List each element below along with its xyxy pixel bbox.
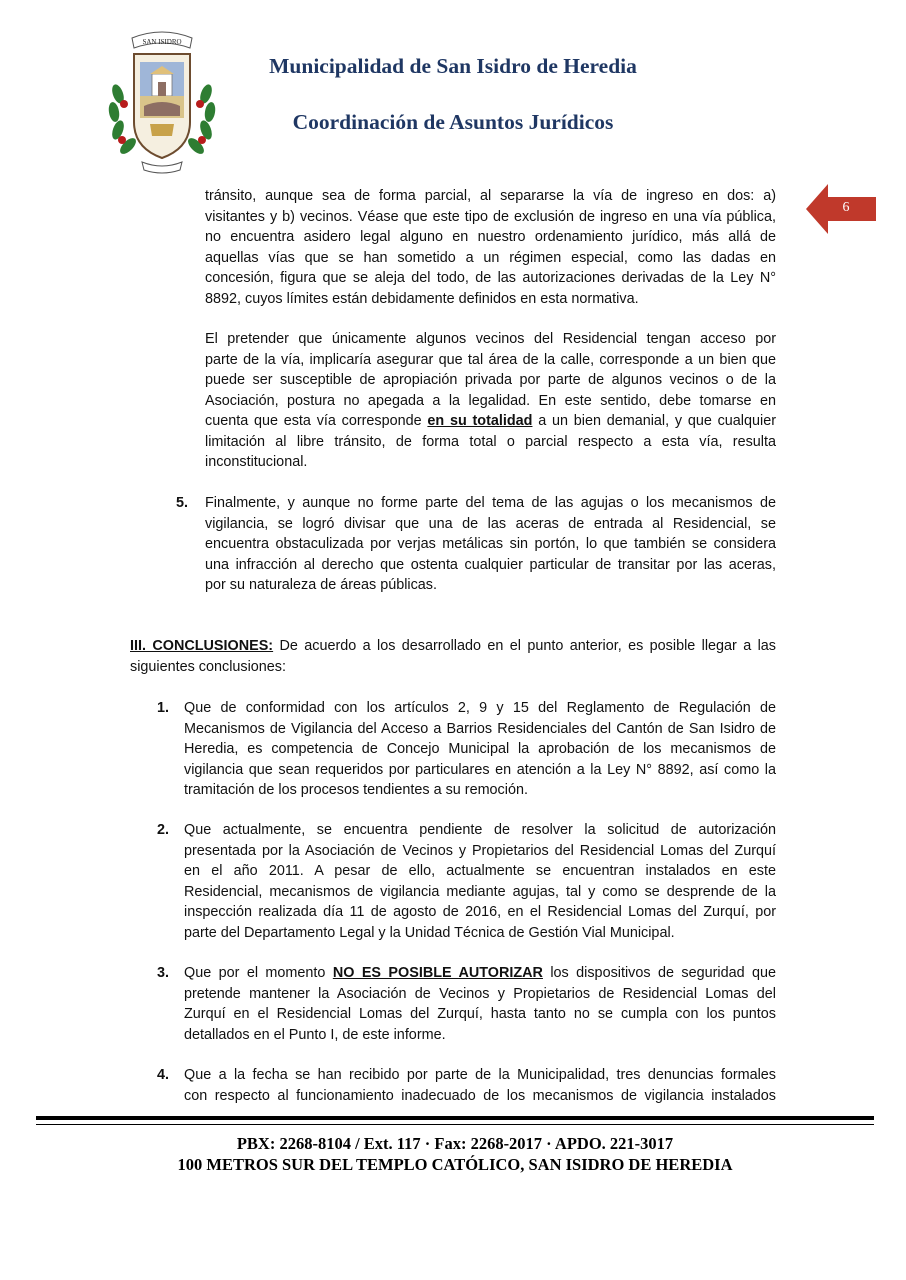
emphasis-no-es-posible-autorizar: NO ES POSIBLE AUTORIZAR (332, 965, 543, 981)
list-item-text (184, 698, 776, 801)
list-number: 2. (157, 822, 170, 838)
text-line: Heredia, es competencia de Concejo Municipal la aprobación de los mecanismos de (184, 741, 776, 757)
text-line: inspección realizada día 11 de agosto de 2016, en el Residencial Lomas del Zurquí, por (184, 904, 776, 920)
text-line: El pretender que únicamente algunos vecinos del Residencial tengan acceso por (205, 331, 776, 347)
text-line: tránsito, aunque sea de forma parcial, al separarse la vía de ingreso en dos: a) (205, 188, 776, 204)
text-line: aquellas vías que se han sometido a un régimen especial, como las dadas en (205, 249, 776, 266)
text-line (184, 963, 776, 984)
text-line: no encuentra asidero legal alguno en nuestro ordenamiento jurídico, más allá de (205, 229, 776, 245)
text-line: Zurquí en el Residencial Lomas del Zurquí, hasta tanto no se cumpla con los puntos (184, 1006, 776, 1022)
text-line: presentada por la Asociación de Vecinos y Propietarios del Residencial Lomas del Zurquí (184, 842, 776, 859)
text-line: detallados en el Punto I, de este informe. (184, 1026, 446, 1043)
conclusions-heading: III. CONCLUSIONES: (130, 638, 274, 654)
text-line: limitación al libre tránsito, de forma total o parcial respecto a esta vía, resulta (205, 433, 776, 450)
text-line: siguientes conclusiones: (130, 658, 286, 675)
text-line: vigilancia, se logró divisar que una de las aceras de entrada al Residencial, se (205, 515, 776, 532)
text-line: con respecto al funcionamiento inadecuado de los mecanismos de vigilancia instalados (184, 1087, 776, 1104)
text-line: Finalmente, y aunque no forme parte del tema de las agujas o los mecanismos de (205, 495, 776, 511)
text-segment: Que por el momento (184, 965, 333, 981)
paragraph-public-road (205, 329, 776, 473)
text-line (205, 411, 776, 432)
list-number: 4. (157, 1067, 170, 1083)
text-line: en el año 2011. A pesar de ello, actualmente se encuentran instalados en este (184, 863, 776, 879)
text-line: concesión, figura que se aleja del todo, de las autorizaciones derivadas de la Ley N° (205, 270, 776, 286)
text-line: Asociación, postura no apegada a la legalidad. En este sentido, debe tomarse en (205, 392, 776, 409)
list-number: 1. (157, 700, 170, 716)
text-line: tramitación de los procesos tendientes a su remoción. (184, 782, 528, 798)
text-line: puede ser susceptible de apropiación privada por parte de algunos vecinos o de la (205, 372, 776, 388)
text-line: parte de la vía, implicaría asegurar que tal área de la calle, corresponde a un bien que (205, 351, 776, 368)
list-item-text (184, 963, 776, 1045)
text-line: pretende mantener la Asociación de Vecinos y Propietarios de Residencial Lomas del (184, 985, 776, 1002)
text-line: Que de conformidad con los artículos 2, 9 y 15 del Reglamento de Regulación de (184, 700, 776, 716)
text-line: una infracción al derecho que ostenta cualquier particular de transitar por las aceras, (205, 556, 776, 573)
text-line: 8892, cuyos límites están debidamente definidos en esta normativa. (205, 290, 639, 307)
footer-address-line: 100 METROS SUR DEL TEMPLO CATÓLICO, SAN ISIDRO DE HEREDIA (177, 1155, 733, 1174)
text-line: encuentra obstaculizada por verjas metálicas sin portón, lo que también se considera (205, 536, 776, 552)
footer-rule-thin (36, 1124, 874, 1125)
text-line: Mecanismos de Vigilancia del Acceso a Barrios Residenciales del Cantón de San Isidro de (184, 720, 776, 737)
list-item-text (184, 820, 776, 943)
text-line: Que a la fecha se han recibido por parte de la Municipalidad, tres denuncias formales (184, 1067, 776, 1083)
text-line: Residencial, mecanismos de vigilancia mediante agujas, tal y como se desprende de la (184, 883, 776, 900)
text-segment: cuenta que esta vía corresponde (205, 413, 428, 429)
header-municipality-title: Municipalidad de San Isidro de Heredia (269, 54, 637, 78)
text-line: visitantes y b) vecinos. Véase que este tipo de exclusión de ingreso en una vía pública, (205, 208, 776, 225)
conclusions-intro (130, 636, 776, 677)
crest-ribbon-text: SAN ISIDRO (142, 38, 182, 46)
emphasis-en-su-totalidad: en su totalidad (427, 413, 533, 429)
text-segment: De acuerdo a los desarrollado en el punto anterior, es posible llegar a las (273, 638, 777, 654)
list-number: 3. (157, 965, 170, 981)
footer-rule-thick (36, 1116, 874, 1120)
text-segment: los dispositivos de seguridad que (542, 965, 776, 981)
text-line (130, 636, 776, 657)
text-line: por su naturaleza de áreas públicas. (205, 577, 437, 593)
list-number: 5. (176, 495, 189, 511)
page-number: 6 (842, 200, 850, 215)
text-line: parte del Departamento Legal y la Unidad Técnica de Gestión Vial Municipal. (184, 924, 675, 941)
footer-contact-line: PBX: 2268-8104 / Ext. 117 · Fax: 2268-2017 · APDO. 221-3017 (236, 1134, 674, 1153)
municipal-crest-logo (104, 24, 220, 174)
paragraph-continuation (205, 186, 776, 309)
list-item-text (184, 1065, 776, 1106)
text-line: inconstitucional. (205, 454, 308, 470)
text-line: vigilancia que sean requeridos por particulares en atención a la Ley N° 8892, así como la (184, 761, 776, 778)
text-segment: a un bien demanial, y que cualquier (532, 413, 776, 429)
header-department-title: Coordinación de Asuntos Jurídicos (292, 110, 614, 134)
list-item-text (205, 493, 776, 596)
text-line: Que actualmente, se encuentra pendiente de resolver la solicitud de autorización (184, 822, 776, 838)
